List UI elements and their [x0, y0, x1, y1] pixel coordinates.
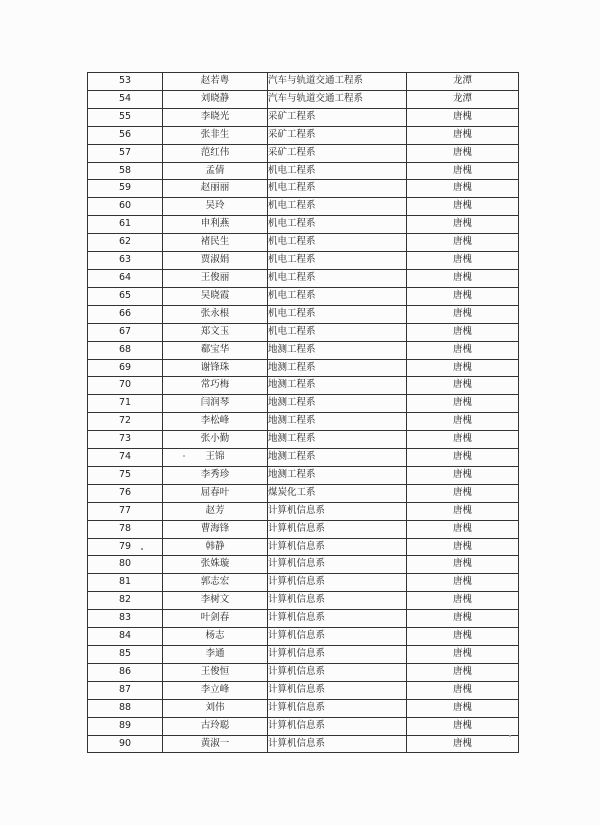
person-name-cell: 张姝璇 [163, 556, 268, 574]
person-name-cell: 李树文 [163, 592, 268, 610]
person-name-cell: 张小勤 [163, 431, 268, 449]
department-cell: 机电工程系 [268, 216, 407, 234]
row-number-cell: 85 [88, 646, 163, 664]
department-cell: 汽车与轨道交通工程系 [268, 73, 407, 91]
table-row [88, 269, 519, 287]
department-cell: 采矿工程系 [268, 144, 407, 162]
table-row [88, 592, 519, 610]
person-name-cell: 王俊丽 [163, 269, 268, 287]
table-row [88, 216, 519, 234]
person-name-cell: 王俊恒 [163, 663, 268, 681]
row-number-cell: 77 [88, 502, 163, 520]
department-cell: 计算机信息系 [268, 717, 407, 735]
table-row [88, 180, 519, 198]
campus-cell: 唐槐 [407, 323, 519, 341]
campus-cell: 唐槐 [407, 610, 519, 628]
person-name-cell: 叶剑春 [163, 610, 268, 628]
table-row [88, 663, 519, 681]
table-row [88, 466, 519, 484]
person-name-cell: 屈春叶 [163, 484, 268, 502]
table-row [88, 413, 519, 431]
campus-cell: 唐槐 [407, 216, 519, 234]
person-name-cell: 赵丽丽 [163, 180, 268, 198]
campus-cell: 唐槐 [407, 377, 519, 395]
department-cell: 地测工程系 [268, 431, 407, 449]
row-number-cell: 81 [88, 574, 163, 592]
table-row [88, 126, 519, 144]
campus-cell: 唐槐 [407, 359, 519, 377]
table-row [88, 556, 519, 574]
row-number-cell: 86 [88, 663, 163, 681]
person-name-cell: 刘晓静 [163, 90, 268, 108]
row-number-cell: 55 [88, 108, 163, 126]
campus-cell: 唐槐 [407, 126, 519, 144]
table-row [88, 341, 519, 359]
row-number-cell: 58 [88, 162, 163, 180]
campus-cell: 唐槐 [407, 287, 519, 305]
row-number-cell: 70 [88, 377, 163, 395]
table-row [88, 574, 519, 592]
row-number-cell: 76 [88, 484, 163, 502]
roster-body [88, 73, 519, 753]
table-row [88, 305, 519, 323]
row-number-cell: 89 [88, 717, 163, 735]
department-cell: 机电工程系 [268, 198, 407, 216]
table-row [88, 144, 519, 162]
department-cell: 计算机信息系 [268, 681, 407, 699]
table-row [88, 198, 519, 216]
campus-cell: 唐槐 [407, 466, 519, 484]
department-cell: 计算机信息系 [268, 699, 407, 717]
row-number-cell: 54 [88, 90, 163, 108]
department-cell: 计算机信息系 [268, 502, 407, 520]
department-cell: 地测工程系 [268, 395, 407, 413]
department-cell: 计算机信息系 [268, 735, 407, 753]
campus-cell: 唐槐 [407, 431, 519, 449]
campus-cell: 唐槐 [407, 592, 519, 610]
person-name-cell: 贾淑娟 [163, 252, 268, 270]
campus-cell: 唐槐 [407, 628, 519, 646]
person-name-cell: 李松峰 [163, 413, 268, 431]
department-cell: 计算机信息系 [268, 646, 407, 664]
row-number-cell: 75 [88, 466, 163, 484]
scan-speck [141, 548, 143, 550]
scan-speck [509, 735, 511, 737]
department-cell: 地测工程系 [268, 377, 407, 395]
row-number-cell: 60 [88, 198, 163, 216]
person-name-cell: 谢锋珠 [163, 359, 268, 377]
person-name-cell: 李通 [163, 646, 268, 664]
campus-cell: 唐槐 [407, 663, 519, 681]
person-name-cell: 王锦 [163, 449, 268, 467]
person-name-cell: 韩静 [163, 538, 268, 556]
row-number-cell: 68 [88, 341, 163, 359]
campus-cell: 唐槐 [407, 413, 519, 431]
campus-cell: 唐槐 [407, 180, 519, 198]
department-cell: 机电工程系 [268, 269, 407, 287]
row-number-cell: 79 [88, 538, 163, 556]
person-name-cell: 张永根 [163, 305, 268, 323]
campus-cell: 唐槐 [407, 699, 519, 717]
row-number-cell: 88 [88, 699, 163, 717]
department-cell: 机电工程系 [268, 180, 407, 198]
table-row [88, 538, 519, 556]
campus-cell: 唐槐 [407, 449, 519, 467]
person-name-cell: 申利燕 [163, 216, 268, 234]
person-name-cell: 郭志宏 [163, 574, 268, 592]
row-number-cell: 63 [88, 252, 163, 270]
department-cell: 计算机信息系 [268, 628, 407, 646]
person-name-cell: 闫润琴 [163, 395, 268, 413]
department-cell: 计算机信息系 [268, 610, 407, 628]
person-name-cell: 常巧梅 [163, 377, 268, 395]
row-number-cell: 90 [88, 735, 163, 753]
row-number-cell: 72 [88, 413, 163, 431]
table-row [88, 73, 519, 91]
department-cell: 机电工程系 [268, 252, 407, 270]
campus-cell: 唐槐 [407, 395, 519, 413]
campus-cell: 唐槐 [407, 341, 519, 359]
person-name-cell: 李立峰 [163, 681, 268, 699]
campus-cell: 唐槐 [407, 198, 519, 216]
table-row [88, 520, 519, 538]
campus-cell: 唐槐 [407, 162, 519, 180]
person-name-cell: 吴玲 [163, 198, 268, 216]
campus-cell: 唐槐 [407, 717, 519, 735]
table-row [88, 90, 519, 108]
department-cell: 采矿工程系 [268, 126, 407, 144]
department-cell: 机电工程系 [268, 323, 407, 341]
department-cell: 机电工程系 [268, 234, 407, 252]
campus-cell: 唐槐 [407, 502, 519, 520]
person-name-cell: 郗宝华 [163, 341, 268, 359]
campus-cell: 龙潭 [407, 90, 519, 108]
person-name-cell: 郑文玉 [163, 323, 268, 341]
table-row [88, 681, 519, 699]
row-number-cell: 53 [88, 73, 163, 91]
campus-cell: 唐槐 [407, 735, 519, 753]
person-name-cell: 黄淑一 [163, 735, 268, 753]
table-row [88, 735, 519, 753]
department-cell: 采矿工程系 [268, 108, 407, 126]
department-cell: 地测工程系 [268, 359, 407, 377]
person-name-cell: 孟倩 [163, 162, 268, 180]
table-row [88, 610, 519, 628]
row-number-cell: 83 [88, 610, 163, 628]
person-name-cell: 褚民生 [163, 234, 268, 252]
campus-cell: 唐槐 [407, 484, 519, 502]
department-cell: 机电工程系 [268, 162, 407, 180]
table-row [88, 699, 519, 717]
table-row [88, 431, 519, 449]
campus-cell: 唐槐 [407, 234, 519, 252]
person-name-cell: 曹海锋 [163, 520, 268, 538]
row-number-cell: 64 [88, 269, 163, 287]
person-name-cell: 范红伟 [163, 144, 268, 162]
person-name-cell: 赵芳 [163, 502, 268, 520]
row-number-cell: 56 [88, 126, 163, 144]
row-number-cell: 59 [88, 180, 163, 198]
row-number-cell: 87 [88, 681, 163, 699]
table-row [88, 287, 519, 305]
department-cell: 计算机信息系 [268, 556, 407, 574]
row-number-cell: 66 [88, 305, 163, 323]
roster-table [87, 72, 519, 753]
row-number-cell: 74 [88, 449, 163, 467]
department-cell: 地测工程系 [268, 341, 407, 359]
table-row [88, 646, 519, 664]
person-name-cell: 李秀珍 [163, 466, 268, 484]
table-row [88, 377, 519, 395]
department-cell: 汽车与轨道交通工程系 [268, 90, 407, 108]
department-cell: 计算机信息系 [268, 538, 407, 556]
person-name-cell: 吴晓霞 [163, 287, 268, 305]
table-row [88, 162, 519, 180]
campus-cell: 唐槐 [407, 108, 519, 126]
row-number-cell: 82 [88, 592, 163, 610]
person-name-cell: 李晓光 [163, 108, 268, 126]
table-row [88, 717, 519, 735]
campus-cell: 唐槐 [407, 144, 519, 162]
campus-cell: 唐槐 [407, 574, 519, 592]
person-name-cell: 张非生 [163, 126, 268, 144]
department-cell: 机电工程系 [268, 287, 407, 305]
table-row [88, 108, 519, 126]
table-row [88, 323, 519, 341]
row-number-cell: 78 [88, 520, 163, 538]
scan-speck [183, 455, 185, 457]
person-name-cell: 刘伟 [163, 699, 268, 717]
table-row [88, 449, 519, 467]
campus-cell: 唐槐 [407, 305, 519, 323]
department-cell: 计算机信息系 [268, 574, 407, 592]
department-cell: 地测工程系 [268, 466, 407, 484]
table-row [88, 359, 519, 377]
campus-cell: 龙潭 [407, 73, 519, 91]
row-number-cell: 67 [88, 323, 163, 341]
department-cell: 计算机信息系 [268, 520, 407, 538]
department-cell: 计算机信息系 [268, 592, 407, 610]
department-cell: 煤炭化工系 [268, 484, 407, 502]
campus-cell: 唐槐 [407, 520, 519, 538]
table-row [88, 234, 519, 252]
campus-cell: 唐槐 [407, 269, 519, 287]
person-name-cell: 古玲聪 [163, 717, 268, 735]
person-name-cell: 杨志 [163, 628, 268, 646]
table-row [88, 484, 519, 502]
table-row [88, 628, 519, 646]
campus-cell: 唐槐 [407, 646, 519, 664]
person-name-cell: 赵若粤 [163, 73, 268, 91]
row-number-cell: 62 [88, 234, 163, 252]
row-number-cell: 69 [88, 359, 163, 377]
department-cell: 地测工程系 [268, 449, 407, 467]
department-cell: 地测工程系 [268, 413, 407, 431]
table-row [88, 252, 519, 270]
table-row [88, 502, 519, 520]
campus-cell: 唐槐 [407, 252, 519, 270]
row-number-cell: 80 [88, 556, 163, 574]
campus-cell: 唐槐 [407, 681, 519, 699]
department-cell: 计算机信息系 [268, 663, 407, 681]
campus-cell: 唐槐 [407, 556, 519, 574]
campus-cell: 唐槐 [407, 538, 519, 556]
department-cell: 机电工程系 [268, 305, 407, 323]
row-number-cell: 61 [88, 216, 163, 234]
row-number-cell: 84 [88, 628, 163, 646]
table-row [88, 395, 519, 413]
row-number-cell: 65 [88, 287, 163, 305]
row-number-cell: 73 [88, 431, 163, 449]
row-number-cell: 57 [88, 144, 163, 162]
row-number-cell: 71 [88, 395, 163, 413]
